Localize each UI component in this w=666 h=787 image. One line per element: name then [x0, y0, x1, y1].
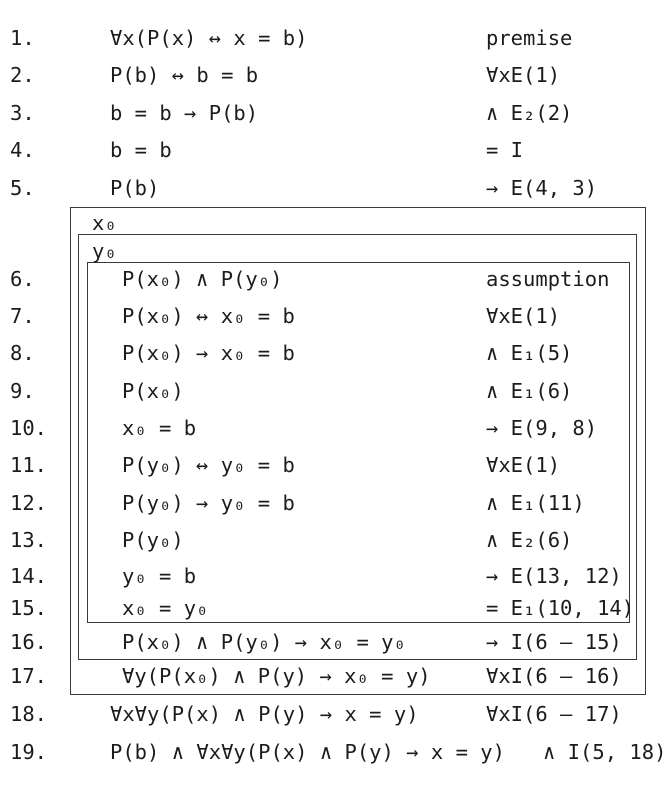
line-formula: b = b → P(b)	[110, 101, 259, 125]
line-justification: ∧ I(5, 18)	[543, 740, 666, 764]
proof-line	[0, 63, 666, 87]
line-justification: = E₁(10, 14)	[486, 596, 635, 620]
line-justification: ∧ E₁(11)	[486, 491, 585, 515]
proof-line	[0, 453, 666, 477]
line-number: 7.	[10, 304, 35, 328]
line-formula: P(y₀)	[122, 528, 184, 552]
proof-line	[0, 379, 666, 403]
proof-line	[0, 304, 666, 328]
line-number: 14.	[10, 564, 48, 588]
line-justification: ∧ E₁(5)	[486, 341, 573, 365]
line-number: 4.	[10, 138, 35, 162]
line-justification: → E(9, 8)	[486, 416, 598, 440]
line-justification: ∀xE(1)	[486, 63, 561, 87]
proof-line	[0, 630, 666, 654]
proof-line	[0, 664, 666, 688]
line-justification: → E(4, 3)	[486, 176, 598, 200]
line-formula: P(y₀) → y₀ = b	[122, 491, 295, 515]
line-number: 11.	[10, 453, 48, 477]
line-number: 16.	[10, 630, 48, 654]
line-number: 17.	[10, 664, 48, 688]
line-justification: ∀xE(1)	[486, 453, 561, 477]
line-justification: ∀xI(6 – 17)	[486, 702, 622, 726]
line-justification: ∧ E₁(6)	[486, 379, 573, 403]
line-justification: → E(13, 12)	[486, 564, 622, 588]
proof-line	[0, 740, 666, 764]
line-justification: ∧ E₂(2)	[486, 101, 573, 125]
proof-line	[0, 138, 666, 162]
line-justification: ∧ E₂(6)	[486, 528, 573, 552]
proof-line	[0, 416, 666, 440]
line-formula: P(x₀) → x₀ = b	[122, 341, 295, 365]
proof-line	[0, 596, 666, 620]
line-justification: ∀xI(6 – 16)	[486, 664, 622, 688]
line-number: 2.	[10, 63, 35, 87]
line-number: 10.	[10, 416, 48, 440]
line-formula: ∀x∀y(P(x) ∧ P(y) → x = y)	[110, 702, 419, 726]
proof-line	[0, 267, 666, 291]
line-formula: x₀ = b	[122, 416, 197, 440]
line-formula: P(x₀) ∧ P(y₀)	[122, 267, 283, 291]
line-justification: premise	[486, 26, 573, 50]
flag-variable-y0: y₀	[92, 239, 117, 263]
line-formula: b = b	[110, 138, 172, 162]
line-justification: → I(6 – 15)	[486, 630, 622, 654]
line-number: 3.	[10, 101, 35, 125]
line-formula: P(b) ∧ ∀x∀y(P(x) ∧ P(y) → x = y)	[110, 740, 505, 764]
proof-line	[0, 528, 666, 552]
line-number: 12.	[10, 491, 48, 515]
line-number: 1.	[10, 26, 35, 50]
flag-variable-x0: x₀	[92, 211, 117, 235]
line-formula: ∀x(P(x) ↔ x = b)	[110, 26, 308, 50]
line-formula: x₀ = y₀	[122, 596, 209, 620]
line-number: 19.	[10, 740, 48, 764]
line-justification: ∀xE(1)	[486, 304, 561, 328]
line-number: 9.	[10, 379, 35, 403]
line-formula: P(y₀) ↔ y₀ = b	[122, 453, 295, 477]
proof-line	[0, 176, 666, 200]
line-formula: P(x₀) ↔ x₀ = b	[122, 304, 295, 328]
line-number: 6.	[10, 267, 35, 291]
proof-line	[0, 26, 666, 50]
line-formula: P(b)	[110, 176, 160, 200]
proof-line	[0, 564, 666, 588]
line-formula: P(b) ↔ b = b	[110, 63, 259, 87]
line-formula: y₀ = b	[122, 564, 197, 588]
line-formula: ∀y(P(x₀) ∧ P(y) → x₀ = y)	[122, 664, 431, 688]
line-number: 18.	[10, 702, 48, 726]
proof-line	[0, 491, 666, 515]
proof-line	[0, 341, 666, 365]
line-formula: P(x₀) ∧ P(y₀) → x₀ = y₀	[122, 630, 406, 654]
proof-line	[0, 702, 666, 726]
line-formula: P(x₀)	[122, 379, 184, 403]
line-number: 8.	[10, 341, 35, 365]
line-number: 15.	[10, 596, 48, 620]
proof-line	[0, 101, 666, 125]
line-justification: = I	[486, 138, 524, 162]
line-justification: assumption	[486, 267, 610, 291]
line-number: 5.	[10, 176, 35, 200]
line-number: 13.	[10, 528, 48, 552]
